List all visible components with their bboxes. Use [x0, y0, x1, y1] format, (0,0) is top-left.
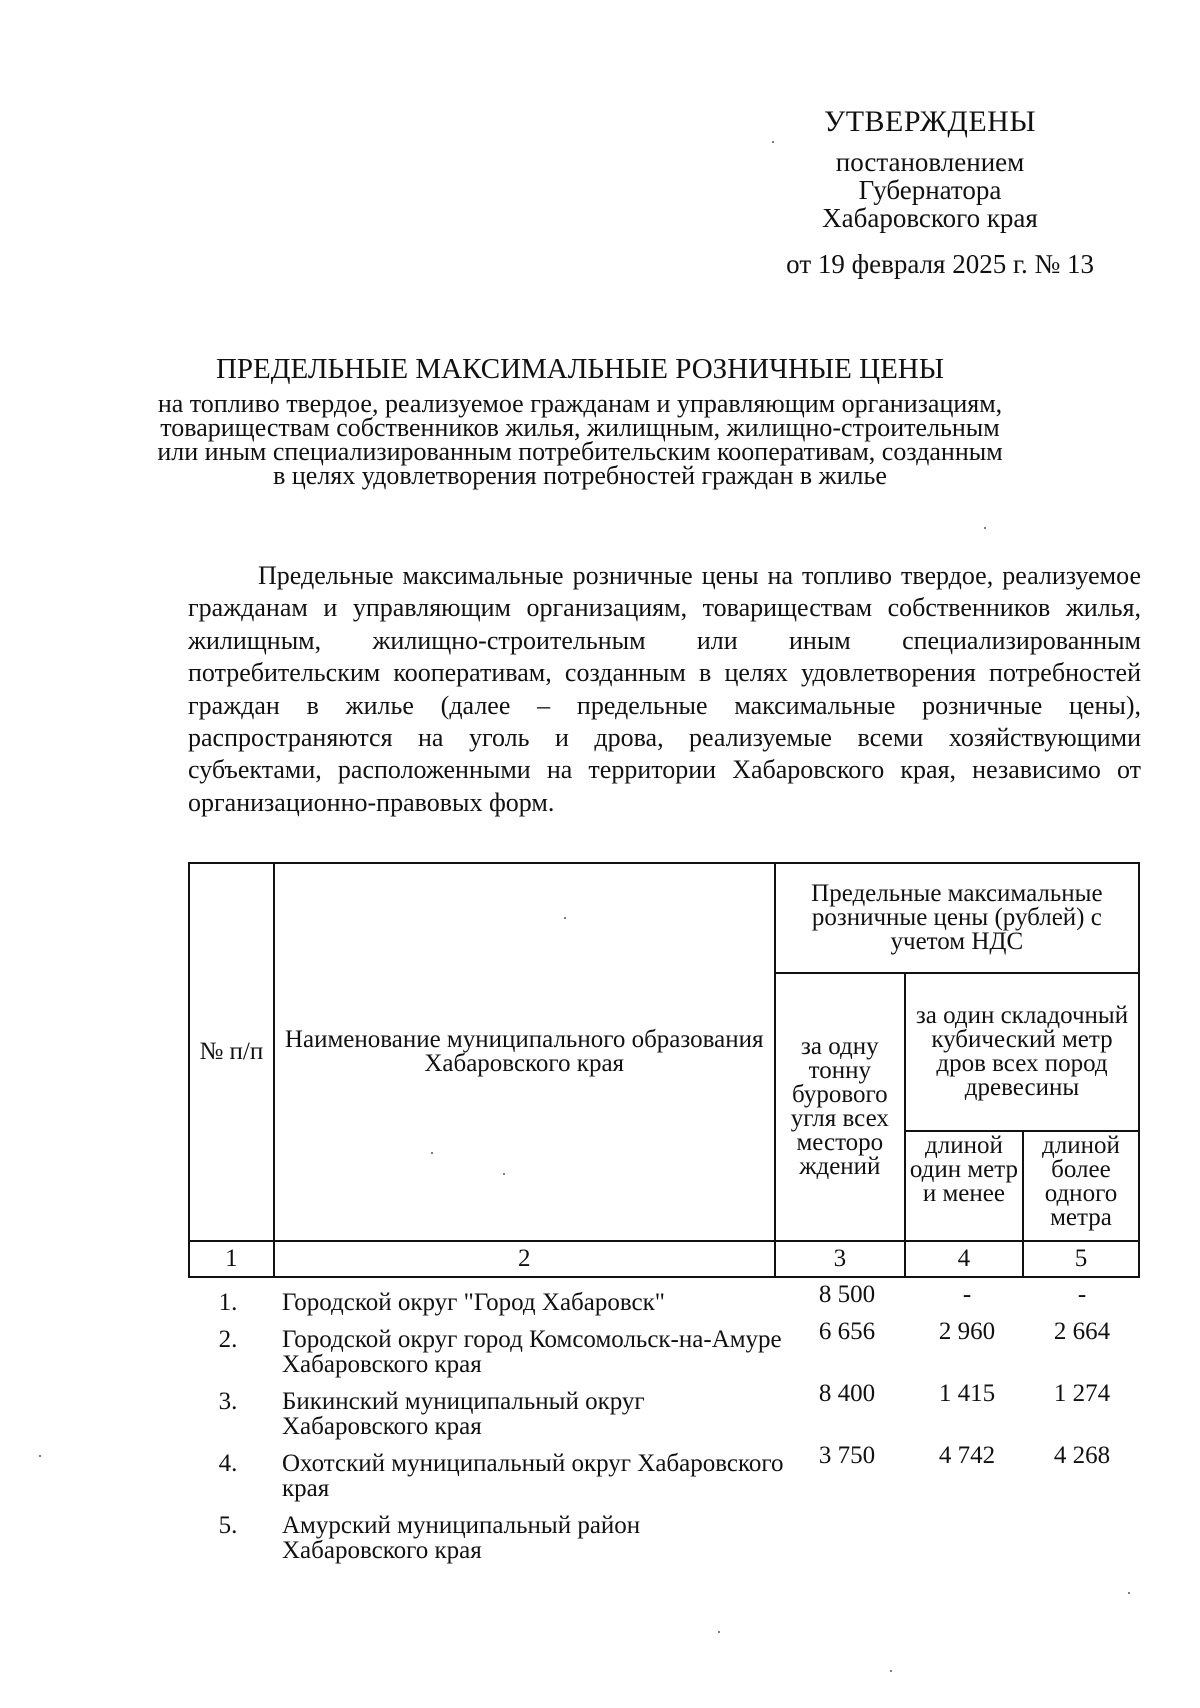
col-number: 4	[905, 1241, 1023, 1277]
row-wood-long-price	[1024, 1505, 1140, 1563]
row-number: 4.	[218, 1450, 238, 1477]
scan-speck	[718, 1631, 720, 1633]
row-coal-price: 8 400	[818, 1380, 876, 1407]
scan-speck	[890, 1670, 892, 1672]
table-row	[188, 1318, 1140, 1378]
row-wood-short-price: 1 415	[938, 1380, 996, 1407]
approval-date: от 19 февраля 2025 г. № 13	[786, 249, 1094, 279]
row-number: 3.	[218, 1388, 238, 1415]
scan-speck	[564, 917, 566, 919]
col-name-header: Наименование муниципального образования Хабаровского края	[274, 863, 775, 1241]
row-number: 1.	[218, 1289, 238, 1316]
scan-speck	[1128, 1592, 1130, 1594]
approval-line: Губернатора	[858, 175, 1002, 205]
col-number: 3	[775, 1241, 905, 1277]
row-wood-short-price: 2 960	[938, 1318, 996, 1345]
approval-heading: УТВЕРЖДЕНЫ	[823, 105, 1037, 138]
row-wood-long-price: -	[1077, 1281, 1087, 1308]
row-municipality: Городской округ "Город Хабаровск"	[282, 1289, 665, 1316]
intro-paragraph: Предельные максимальные розничные цены на топливо твердое, реализуемое гражданам и управляющим организациям, товариществам собственников жилья, жилищным, жилищно-строительным или иным специализированным потребительским кооперативам, созданным в целях удовлетворения потребностей граждан в жилье (далее – предельные максимальные розничные цены), распространяются на уголь и дрова, реализуемые всеми хозяйствующими субъектами, расположенными на территории Хабаровского края, независимо от организационно-правовых форм.	[188, 561, 1141, 817]
col-wood-long-header: длиной более одного метра	[1023, 1131, 1139, 1241]
title-sub-line: в целях удовлетворения потребностей граждан в жилье	[273, 461, 887, 490]
row-wood-short-price	[910, 1505, 1024, 1563]
approval-block	[760, 105, 1100, 279]
approval-line: постановлением	[835, 147, 1025, 177]
scan-speck	[503, 1173, 505, 1175]
price-table-header	[188, 862, 1140, 1278]
price-table-body	[188, 1281, 1140, 1575]
row-municipality: Охотский муниципальный округ Хабаровского края	[282, 1450, 784, 1502]
table-row	[188, 1442, 1140, 1502]
row-wood-long-price: 1 274	[1053, 1380, 1111, 1407]
scan-speck	[984, 527, 986, 529]
row-wood-short-price: 4 742	[938, 1442, 996, 1469]
row-coal-price	[784, 1505, 910, 1563]
row-wood-long-price: 2 664	[1053, 1318, 1111, 1345]
col-wood-short-header: длиной один метр и менее	[905, 1131, 1023, 1241]
col-number: 2	[274, 1241, 775, 1277]
row-coal-price: 6 656	[818, 1318, 876, 1345]
col-wood-header: за один складочный кубический метр дров всех пород древесины	[905, 973, 1139, 1131]
approval-line: Хабаровского края	[822, 203, 1038, 233]
row-municipality: Бикинский муниципальный округ Хабаровского края	[282, 1388, 645, 1440]
scan-speck	[39, 1455, 41, 1457]
row-coal-price: 3 750	[818, 1442, 876, 1469]
title-sub-line: или иным специализированным потребительским кооперативам, созданным	[157, 437, 1003, 466]
row-municipality: Городской округ город Комсомольск-на-Амуре Хабаровского края	[282, 1326, 782, 1378]
scan-speck	[772, 141, 774, 143]
scan-speck	[431, 1152, 433, 1154]
table-row	[188, 1513, 1140, 1563]
row-wood-short-price: -	[962, 1281, 972, 1308]
col-coal-header: за одну тонну бурового угля всех месторо ждений	[775, 973, 905, 1241]
col-prices-header: Предельные максимальные розничные цены (рублей) с учетом НДС	[775, 863, 1139, 973]
row-number: 2.	[218, 1326, 238, 1353]
col-number: 1	[189, 1241, 274, 1277]
row-municipality: Амурский муниципальный район Хабаровского края	[282, 1512, 641, 1564]
row-coal-price: 8 500	[818, 1281, 876, 1308]
row-number: 5.	[218, 1512, 238, 1539]
document-title	[150, 352, 1010, 488]
row-wood-long-price: 4 268	[1053, 1442, 1111, 1469]
title-main: ПРЕДЕЛЬНЫЕ МАКСИМАЛЬНЫЕ РОЗНИЧНЫЕ ЦЕНЫ	[215, 353, 945, 385]
table-row	[188, 1281, 1140, 1316]
title-sub-line: товариществам собственников жилья, жилищным, жилищно-строительным	[160, 413, 1000, 442]
col-number: 5	[1023, 1241, 1139, 1277]
col-num-header: № п/п	[189, 863, 274, 1241]
title-sub-line: на топливо твердое, реализуемое гражданам и управляющим организациям,	[157, 389, 1003, 418]
table-row	[188, 1380, 1140, 1440]
